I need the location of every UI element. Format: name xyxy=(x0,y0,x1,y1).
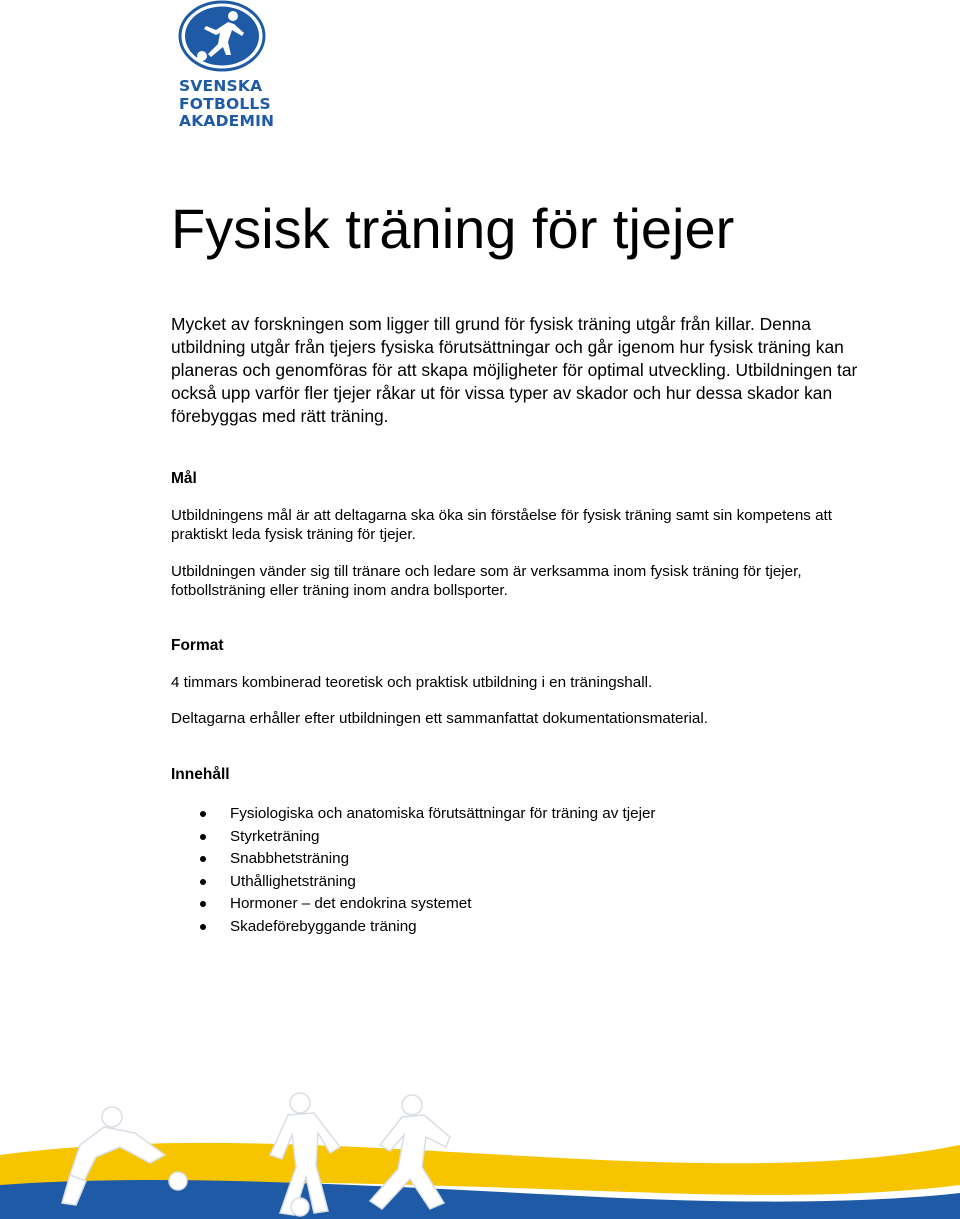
format-paragraph-2: Deltagarna erhåller efter utbildningen ett sammanfattat dokumentationsmaterial. xyxy=(171,710,708,727)
bullet-icon xyxy=(200,879,206,885)
list-item-label: Fysiologiska och anatomiska förutsättningar för träning av tjejer xyxy=(230,805,656,822)
mal-paragraph-2: Utbildningen vänder sig till tränare och ledare som är verksamma inom fysisk träning för tjejer, fotbollsträning eller träning inom andra bollsporter. xyxy=(171,563,802,599)
mal-paragraph-1: Utbildningens mål är att deltagarna ska öka sin förståelse för fysisk träning samt sin kompetens att praktiskt leda fysisk träning för tjejer. xyxy=(171,507,832,543)
section-heading-format: Format xyxy=(171,637,224,654)
section-heading-mal: Mål xyxy=(171,470,197,487)
list-item-label: Snabbhetsträning xyxy=(230,850,350,867)
intro-paragraph: Mycket av forskningen som ligger till grund för fysisk träning utgår från killar. Denna utbildning utgår från tjejers fysiska förutsättningar och går igenom hur fysisk träning kan planeras och genomföras för att skapa möjligheter för optimal utveckling. Utbildningen tar också upp varför fler tjejer råkar ut för vissa typer av skador och hur dessa skador kan förebyggas med rätt träning. xyxy=(171,314,858,426)
logo xyxy=(176,0,276,135)
bullet-icon xyxy=(200,811,206,817)
logo-line-3: AKADEMIN xyxy=(179,112,275,130)
content-list xyxy=(200,803,655,938)
football-players-silhouette-icon xyxy=(0,1085,960,1219)
list-item-label: Skadeförebyggande träning xyxy=(230,917,417,935)
list-item xyxy=(200,871,655,894)
football-player-emblem-icon xyxy=(176,0,266,72)
list-item-label: Uthållighetsträning xyxy=(230,872,356,890)
bullet-icon xyxy=(200,901,206,907)
format-paragraph-1: 4 timmars kombinerad teoretisk och praktisk utbildning i en träningshall. xyxy=(171,674,653,691)
bullet-icon xyxy=(200,834,206,840)
list-item xyxy=(200,893,655,916)
list-item-label: Styrketräning xyxy=(230,827,320,845)
list-item xyxy=(200,803,655,826)
logo-line-1: SVENSKA xyxy=(179,77,263,95)
page-title: Fysisk träning för tjejer xyxy=(171,197,735,260)
logo-line-2: FOTBOLLS xyxy=(179,94,271,113)
list-item xyxy=(200,848,655,871)
list-item xyxy=(200,916,655,939)
list-item-label: Hormoner – det endokrina systemet xyxy=(230,895,472,912)
logo-wordmark xyxy=(179,78,274,131)
section-heading-innehall: Innehåll xyxy=(171,766,230,783)
bullet-icon xyxy=(200,924,206,930)
bullet-icon xyxy=(200,856,206,862)
list-item xyxy=(200,826,655,849)
